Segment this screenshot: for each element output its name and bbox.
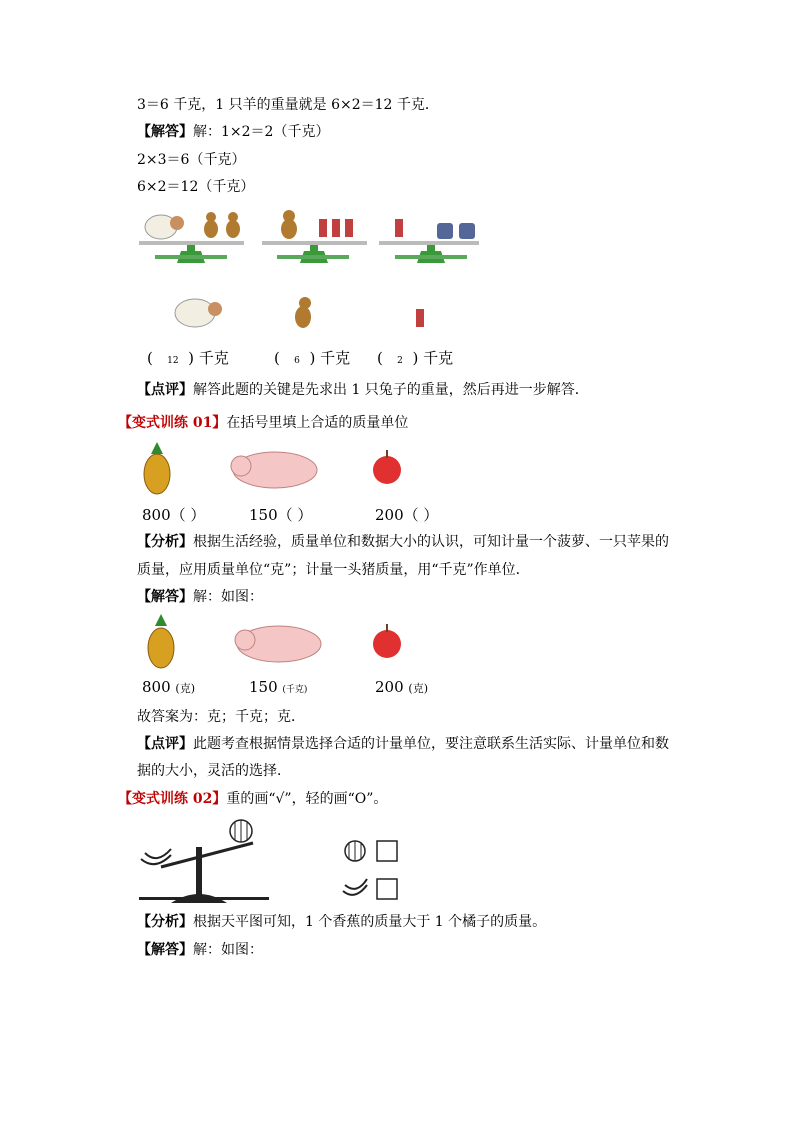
analysis-1-line-2: 质量，应用质量单位“克”；计量一头猪质量，用“千克”作单位． xyxy=(137,562,530,578)
balance-figure xyxy=(137,205,482,370)
balance-scale-2 xyxy=(262,210,367,263)
analysis-1-line-1: 【分析】根据生活经验，质量单位和数据大小的认识，可知计量一个菠萝、一只苹果的 xyxy=(137,534,669,550)
unit-figure-bottom xyxy=(137,612,442,702)
melon-icon xyxy=(230,820,252,842)
blank-answer-1: ( 12 ) 千克 xyxy=(147,349,229,367)
answer-line-1 xyxy=(137,122,329,142)
pineapple-icon xyxy=(148,614,174,668)
unit-blank-1: 800（ ） xyxy=(142,506,206,524)
answer-tag: 【解答】 xyxy=(137,124,193,140)
banana-icon xyxy=(141,849,171,864)
answer-1: 【解答】解：如图： xyxy=(137,589,263,605)
text-line-3: 2×3＝6（千克） xyxy=(137,152,246,168)
sheep-icon xyxy=(175,299,215,327)
comment-1: 【点评】解答此题的关键是先求出 1 只兔子的重量，然后再进一步解答． xyxy=(137,382,589,398)
balance-scale-1 xyxy=(139,212,244,263)
apple-icon xyxy=(373,450,401,484)
unit-figure-top xyxy=(137,440,437,525)
rabbit-icon xyxy=(416,309,424,327)
result-1: 故答案为：克；千克；克． xyxy=(137,709,305,725)
answer-box-1[interactable] xyxy=(377,841,397,861)
answer-box-2[interactable] xyxy=(377,879,397,899)
text-line-1: 3＝6 千克，1 只羊的重量就是 6×2＝12 千克． xyxy=(137,97,439,113)
pineapple-icon xyxy=(144,442,170,494)
unit-blank-3: 200（ ） xyxy=(375,506,439,524)
answer-2: 【解答】解：如图： xyxy=(137,942,263,958)
pig-icon xyxy=(235,626,321,662)
comment-2-line-2: 据的大小，灵活的选择． xyxy=(137,763,291,779)
banana-icon xyxy=(343,879,367,895)
blank-answer-3: ( 2 ) 千克 xyxy=(377,349,454,367)
exercise-02-title: 【变式训练 02】重的画“√”，轻的画“O”。 xyxy=(118,791,388,807)
pig-icon xyxy=(231,452,317,488)
unit-answer-3: 200 (克) xyxy=(375,678,429,696)
unit-answer-1: 800 (克) xyxy=(142,678,196,696)
text-line-4: 6×2＝12（千克） xyxy=(137,179,255,195)
balance-fruit-figure xyxy=(137,815,407,907)
blank-answer-2: ( 6 ) 千克 xyxy=(274,349,351,367)
exercise-01-tag: 【变式训练 01】 xyxy=(118,415,227,431)
balance-scale-3 xyxy=(379,219,479,263)
analysis-2: 【分析】根据天平图可知，1 个香蕉的质量大于 1 个橘子的质量。 xyxy=(137,914,547,930)
dog-icon xyxy=(295,306,311,328)
unit-answer-2: 150 (千克) xyxy=(249,678,308,696)
exercise-01-title: 【变式训练 01】在括号里填上合适的质量单位 xyxy=(118,415,409,431)
comment-2-line-1: 【点评】此题考查根据情景选择合适的计量单位，要注意联系生活实际、计量单位和数 xyxy=(137,736,669,752)
answer-text: 解：1×2＝2（千克） xyxy=(193,124,330,140)
apple-icon xyxy=(373,624,401,658)
melon-icon xyxy=(345,841,365,861)
unit-blank-2: 150（ ） xyxy=(249,506,313,524)
exercise-02-tag: 【变式训练 02】 xyxy=(118,791,227,807)
